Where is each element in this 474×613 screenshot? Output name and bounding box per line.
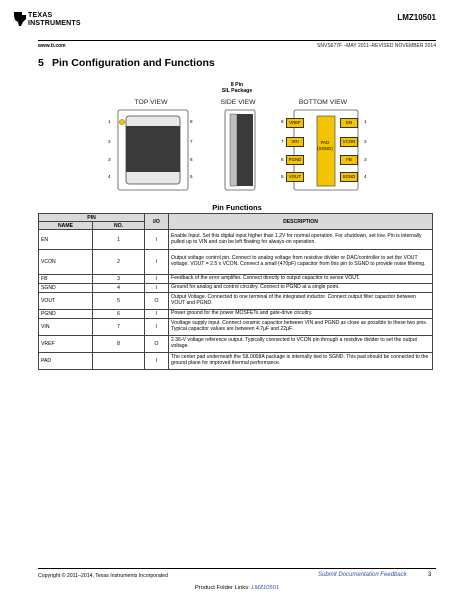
pin-name: FB <box>39 275 93 284</box>
pin-desc: Vooltage supply input. Connect ceramic capacitor between VIN and PGND as close as possible to these two pins. Typical capacitor values are between 4.7µF and 22µF. <box>169 319 433 336</box>
product-folder-label: Product Folder Links: <box>194 585 250 591</box>
pin-desc: The center pad underneath the SIL0008A package is internally tied to SGND. This pad should be connected to the ground plane for improved thermal performance. <box>169 353 433 370</box>
pin-name: PGND <box>39 310 93 319</box>
pin-desc: Output Voltage. Connected to one terminal of the integrated inductor. Connect output filter capacitor between VOUT and PGND. <box>169 293 433 310</box>
pin-name: EN <box>39 230 93 250</box>
table-row <box>39 284 433 293</box>
pin-desc: Power ground for the power MOSFETs and gate-drive circuitry. <box>169 310 433 319</box>
pin-desc: Ground for analog and control circuitry. Connect to PGND at a single point. <box>169 284 433 293</box>
pin-desc: Enable Input. Set this digital input higher than 1.2V for normal operation. For shutdown, set low. Pin is internally pulled up to VIN and can be left floating for always-on operation. <box>169 230 433 250</box>
package-caption: 8 Pin SIL Package <box>221 82 253 94</box>
bottom-left-pin-8: 8 <box>281 119 284 124</box>
doc-reference: SNVS677F –MAY 2011–REVISED NOVEMBER 2014 <box>317 43 436 49</box>
pin-no: 7 <box>93 319 145 336</box>
copyright: Copyright © 2011–2014, Texas Instruments Incorporated <box>38 573 168 579</box>
pad-vref: VREF <box>286 118 304 128</box>
side-view-label: SIDE VIEW <box>220 99 256 106</box>
pin-io: I <box>145 284 169 293</box>
table-row <box>39 319 433 336</box>
pin-desc: 2.36-V voltage reference output. Typically connected to VCON pin through a resistive divider to set the output voltage. <box>169 336 433 353</box>
header-pin: PIN <box>39 214 145 222</box>
table-row <box>39 230 433 250</box>
pin-io: I <box>145 353 169 370</box>
bottom-left-pin-6: 6 <box>281 157 284 162</box>
pad-fb: FB <box>340 155 358 165</box>
pin-no: 3 <box>93 275 145 284</box>
pin-io: I <box>145 230 169 250</box>
pin-no: 1 <box>93 230 145 250</box>
bottom-view-label: BOTTOM VIEW <box>298 99 348 106</box>
ti-logo-icon <box>12 10 28 28</box>
header-no: NO. <box>93 222 145 230</box>
pin-name: VIN <box>39 319 93 336</box>
pin-name: VCON <box>39 250 93 275</box>
pin-no: 4 <box>93 284 145 293</box>
pin-io: I <box>145 319 169 336</box>
pin-io: O <box>145 336 169 353</box>
footer-divider <box>38 568 436 569</box>
top-left-pin-1: 1 <box>108 119 111 124</box>
pin-io: I <box>145 275 169 284</box>
pin-desc: Feedback of the error amplifier. Connect directly to output capacitor to sense VOUT. <box>169 275 433 284</box>
header-divider <box>38 40 436 41</box>
pin-no <box>93 353 145 370</box>
bottom-right-pin-4: 4 <box>364 174 367 179</box>
pin-name: VOUT <box>39 293 93 310</box>
top-right-pin-7: 7 <box>190 139 193 144</box>
pad-en: EN <box>340 118 358 128</box>
header-name: NAME <box>39 222 93 230</box>
top-left-pin-3: 3 <box>108 157 111 162</box>
part-number: LMZ10501 <box>397 13 436 22</box>
pad-sgnd: SGND <box>340 172 358 182</box>
pin-io: O <box>145 293 169 310</box>
bottom-right-pin-3: 3 <box>364 157 367 162</box>
pin-io: I <box>145 310 169 319</box>
table-row <box>39 293 433 310</box>
bottom-left-pin-7: 7 <box>281 139 284 144</box>
pin-name: VREF <box>39 336 93 353</box>
pad-vout: VOUT <box>286 172 304 182</box>
pad-vcon: VCON <box>340 137 358 147</box>
side-view-package <box>222 108 258 194</box>
pin-no: 5 <box>93 293 145 310</box>
table-row <box>39 310 433 319</box>
bottom-left-pin-5: 5 <box>281 174 284 179</box>
bottom-right-pin-2: 2 <box>364 139 367 144</box>
site-link[interactable]: www.ti.com <box>38 43 66 49</box>
table-row <box>39 275 433 284</box>
pin-no: 2 <box>93 250 145 275</box>
logo-text: TEXAS INSTRUMENTS <box>28 12 81 27</box>
top-view-package <box>112 108 194 194</box>
page-number: 3 <box>428 572 432 578</box>
top-left-pin-2: 2 <box>108 139 111 144</box>
pad-pgnd: PGND <box>286 155 304 165</box>
pin-name: SGND <box>39 284 93 293</box>
product-folder-links <box>0 585 474 591</box>
table-row <box>39 336 433 353</box>
top-right-pin-5: 5 <box>190 174 193 179</box>
table-caption: Pin Functions <box>212 203 262 212</box>
pin-name: PAD <box>39 353 93 370</box>
table-row <box>39 250 433 275</box>
top-right-pin-8: 8 <box>190 119 193 124</box>
center-pad-label: PAD (SGND) <box>317 140 333 151</box>
section-heading: 5 Pin Configuration and Functions <box>38 57 215 69</box>
top-view-label: TOP VIEW <box>134 99 168 106</box>
top-left-pin-4: 4 <box>108 174 111 179</box>
header-io: I/O <box>145 214 169 230</box>
top-right-pin-6: 6 <box>190 157 193 162</box>
pin-functions-table <box>38 213 433 370</box>
table-row <box>39 353 433 370</box>
pin-no: 8 <box>93 336 145 353</box>
header-description: DESCRIPTION <box>169 214 433 230</box>
bottom-right-pin-1: 1 <box>364 119 367 124</box>
pin-no: 6 <box>93 310 145 319</box>
submit-feedback-link[interactable]: Submit Documentation Feedback <box>318 572 407 578</box>
pad-vin: VIN <box>286 137 304 147</box>
pin-desc: Output voltage control pin. Connect to analog voltage from resistive divider or DAC/controller to set the VOUT voltage. VOUT = 2.5 x VCON. Connect a small (470pF) capacitor from this pin to SGND to provide noise filtering. <box>169 250 433 275</box>
product-folder-link[interactable]: LMZ10501 <box>251 585 280 591</box>
pin-io: I <box>145 250 169 275</box>
